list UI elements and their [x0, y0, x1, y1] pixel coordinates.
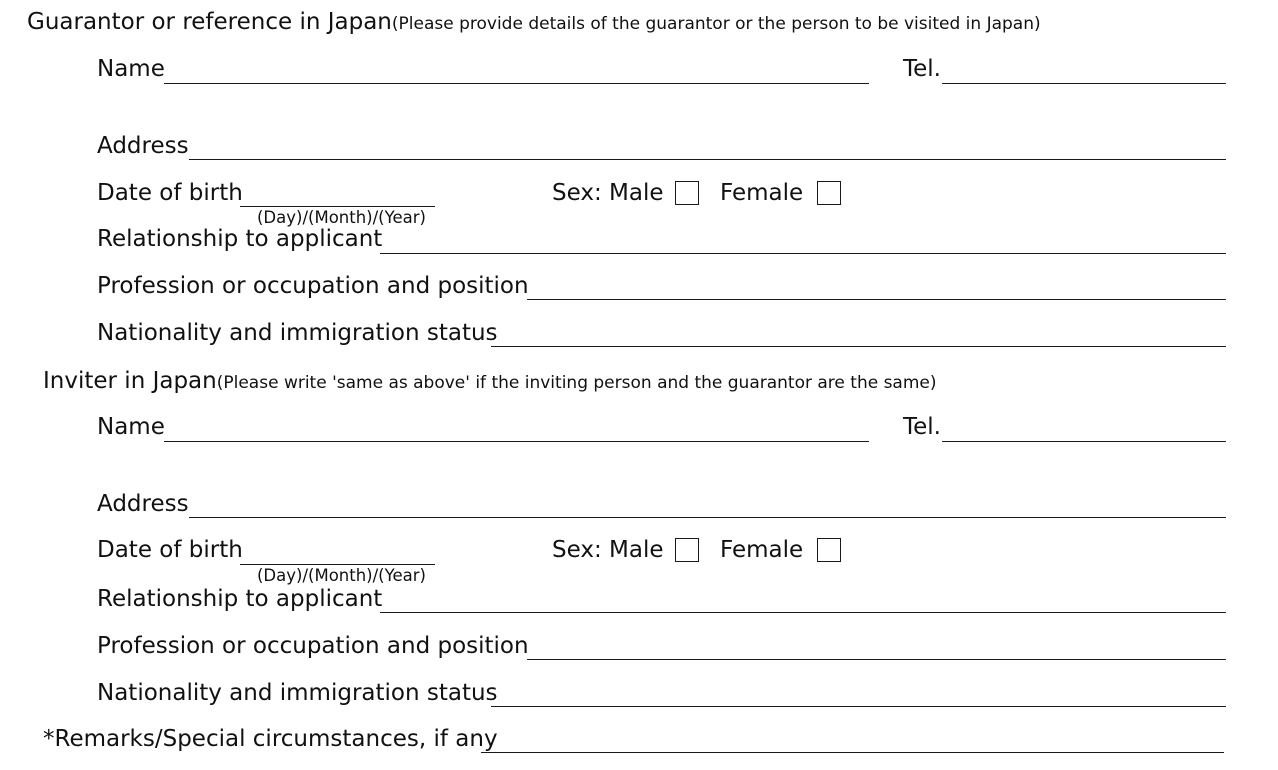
guarantor-address-field[interactable] — [189, 159, 1226, 160]
remarks-field[interactable] — [481, 752, 1224, 753]
guarantor-male-checkbox[interactable] — [675, 181, 699, 205]
inviter-name-label: Name — [97, 414, 165, 440]
guarantor-nationality-field[interactable] — [491, 346, 1226, 347]
guarantor-sex-label: Sex: Male — [552, 180, 664, 206]
guarantor-dob-format: (Day)/(Month)/(Year) — [257, 208, 426, 227]
guarantor-tel-label: Tel. — [903, 56, 941, 82]
guarantor-name-label: Name — [97, 56, 165, 82]
inviter-sex-label: Sex: Male — [552, 537, 664, 563]
inviter-dob-label: Date of birth — [97, 537, 243, 563]
inviter-address-label: Address — [97, 491, 189, 517]
inviter-address-field[interactable] — [189, 517, 1226, 518]
guarantor-profession-field[interactable] — [527, 299, 1226, 300]
inviter-dob-field[interactable] — [240, 564, 435, 565]
inviter-tel-label: Tel. — [903, 414, 941, 440]
guarantor-relationship-field[interactable] — [380, 253, 1226, 254]
inviter-nationality-field[interactable] — [491, 706, 1226, 707]
inviter-name-field[interactable] — [164, 441, 869, 442]
guarantor-tel-field[interactable] — [942, 83, 1226, 84]
guarantor-relationship-label: Relationship to applicant — [97, 226, 383, 252]
guarantor-female-checkbox[interactable] — [817, 181, 841, 205]
inviter-profession-label: Profession or occupation and position — [97, 633, 529, 659]
inviter-nationality-label: Nationality and immigration status — [97, 680, 498, 706]
guarantor-profession-label: Profession or occupation and position — [97, 273, 529, 299]
inviter-profession-field[interactable] — [527, 659, 1226, 660]
inviter-relationship-field[interactable] — [380, 612, 1226, 613]
inviter-relationship-label: Relationship to applicant — [97, 586, 383, 612]
guarantor-note: (Please provide details of the guarantor or the person to be visited in Japan) — [391, 14, 1041, 34]
guarantor-female-label: Female — [720, 180, 804, 206]
guarantor-heading: Guarantor or reference in Japan(Please provide details of the guarantor or the person to be visited in Japan) — [27, 9, 1041, 35]
inviter-female-label: Female — [720, 537, 804, 563]
remarks-label: *Remarks/Special circumstances, if any — [43, 726, 498, 752]
guarantor-nationality-label: Nationality and immigration status — [97, 320, 498, 346]
guarantor-name-field[interactable] — [164, 83, 869, 84]
inviter-male-checkbox[interactable] — [675, 538, 699, 562]
inviter-dob-format: (Day)/(Month)/(Year) — [257, 566, 426, 585]
guarantor-dob-field[interactable] — [240, 206, 435, 207]
inviter-tel-field[interactable] — [942, 441, 1226, 442]
guarantor-address-label: Address — [97, 133, 189, 159]
inviter-female-checkbox[interactable] — [817, 538, 841, 562]
inviter-note: (Please write 'same as above' if the inviting person and the guarantor are the same) — [216, 373, 937, 393]
inviter-heading: Inviter in Japan(Please write 'same as above' if the inviting person and the guarantor are the same) — [43, 368, 937, 394]
guarantor-dob-label: Date of birth — [97, 180, 243, 206]
